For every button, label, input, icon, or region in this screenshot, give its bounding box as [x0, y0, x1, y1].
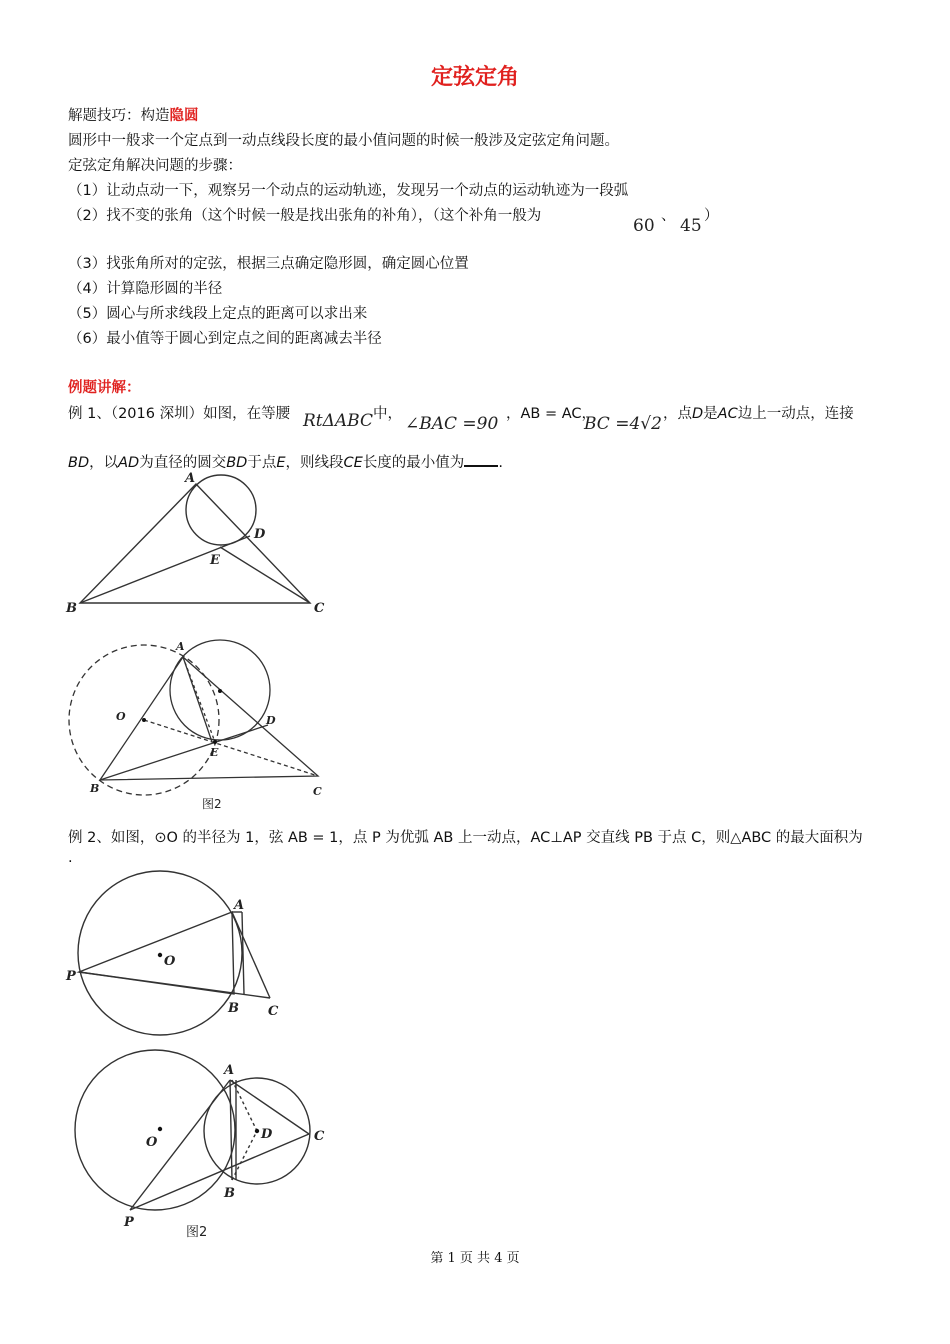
example1-bd: BD: [68, 455, 90, 471]
angle-45: 45: [680, 216, 702, 236]
example1-e: E: [276, 455, 286, 471]
label-b-2: B: [90, 782, 100, 795]
step-4: （4）计算隐形圆的半径: [68, 281, 223, 297]
tips-highlight: 隐圆: [169, 108, 199, 124]
step-5: （5）圆心与所求线段上定点的距离可以求出来: [68, 306, 368, 322]
examples-heading: 例题讲解：: [68, 380, 141, 396]
example1-mid3: ，点: [663, 406, 692, 422]
label-d-4: D: [261, 1127, 273, 1142]
example1-mid5: 边上一动点，连接: [737, 406, 854, 422]
tips-prefix: 解题技巧：构造: [68, 108, 170, 124]
label-o-2: O: [116, 710, 126, 723]
page-title: 定弦定角: [430, 65, 519, 90]
step-2-separator: 、: [661, 208, 676, 224]
label-e-2: E: [210, 746, 219, 759]
label-p-4: P: [124, 1215, 134, 1230]
example1-math-bc: BC =4√2: [584, 414, 662, 434]
label-b: B: [66, 601, 77, 616]
label-c: C: [314, 601, 325, 616]
segment-ab-4: [230, 1080, 232, 1180]
label-c-2: C: [313, 785, 322, 798]
example1-mid1: 中，: [373, 406, 402, 422]
page-footer: 第 1 页 共 4 页: [430, 1251, 520, 1266]
example1-math-angle: ∠BAC =90: [405, 414, 499, 434]
label-a-4: A: [224, 1063, 235, 1078]
segment-ac-4: [230, 1080, 309, 1134]
example1-l2a: ，以: [89, 455, 119, 471]
example1-ce: CE: [343, 455, 363, 471]
example1-l2c: 于点: [247, 455, 277, 471]
label-a-3: A: [234, 898, 245, 913]
label-c-4: C: [314, 1129, 325, 1144]
label-o-4: O: [146, 1135, 158, 1150]
center-o-4-dot: [158, 1127, 162, 1131]
label-b-3: B: [228, 1001, 239, 1016]
label-a: A: [185, 471, 196, 486]
example1-l2-end: .: [498, 455, 503, 471]
angle-60: 60: [633, 216, 655, 236]
example1-bd2: BD: [226, 455, 248, 471]
example1-segment-ac: AC: [717, 406, 738, 422]
example1-l2b: 为直径的圆交: [139, 455, 227, 471]
example1-mid4: 是: [703, 406, 718, 422]
label-b-4: B: [224, 1186, 235, 1201]
example1-math-rt: RtΔABC: [303, 411, 374, 431]
example1-ad: AD: [118, 455, 140, 471]
example1-mid2: ，AB = AC，: [506, 406, 597, 422]
intro-line-2: 定弦定角解决问题的步骤：: [68, 158, 242, 174]
step-1: （1）让动点动一下，观察另一个动点的运动轨迹，发现另一个动点的运动轨迹为一段弧: [68, 183, 629, 199]
label-c-3: C: [268, 1004, 279, 1019]
intro-line-1: 圆形中一般求一个定点到一动点线段长度的最小值问题的时候一般涉及定弦定角问题。: [68, 133, 619, 149]
segment-pa-4: [130, 1080, 230, 1210]
example1-prefix: 例 1、（2016 深圳）如图，在等腰: [68, 406, 291, 422]
step-2-end: ）: [704, 208, 719, 224]
center-d-4-dot: [255, 1129, 259, 1133]
example1-l2d: ，则线段: [285, 455, 344, 471]
step-6: （6）最小值等于圆心到定点之间的距离减去半径: [68, 331, 382, 347]
step-3: （3）找张角所对的定弦，根据三点确定隐形圆，确定圆心位置: [68, 256, 469, 272]
figure-2-caption: 图2: [202, 797, 222, 811]
example1-point-d: D: [692, 406, 704, 422]
label-a-2: A: [176, 640, 185, 653]
label-o-3: O: [164, 954, 176, 969]
example2-line2: .: [68, 850, 73, 866]
label-e: E: [210, 553, 220, 568]
step-2: （2）找不变的张角（这个时候一般是找出张角的补角），（这个补角一般为: [68, 208, 542, 224]
label-d-2: D: [266, 714, 276, 727]
example2-text: 例 2、如图，⊙O 的半径为 1，弦 AB = 1，点 P 为优弧 AB 上一动点，AC⊥AP 交直线 PB 于点 C，则△ABC 的最大面积为: [68, 830, 863, 846]
label-d: D: [254, 527, 266, 542]
circle-o-4: [75, 1050, 235, 1210]
figure-4-caption: 图2: [186, 1225, 208, 1240]
label-p-3: P: [66, 969, 76, 984]
example1-l2e: 长度的最小值为: [362, 455, 465, 471]
